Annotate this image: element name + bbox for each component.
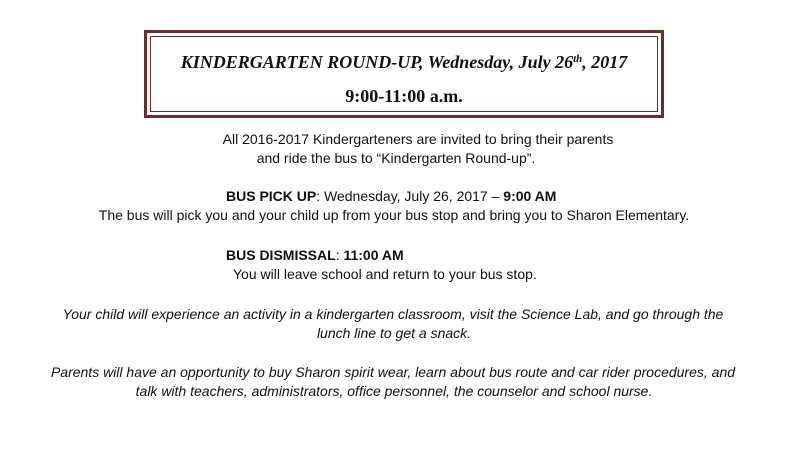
date-ordinal-suffix: th	[573, 53, 583, 65]
dismissal-separator: :	[335, 247, 344, 263]
title-box	[144, 30, 664, 118]
pickup-label: BUS PICK UP	[226, 188, 317, 204]
dismissal-description: You will leave school and return to your bus stop.	[233, 266, 537, 282]
parents-line-1: Parents will have an opportunity to buy Sharon spirit wear, learn about bus route and car rider procedures, and	[50, 364, 736, 380]
dismissal-label: BUS DISMISSAL	[226, 247, 336, 263]
event-time: 9:00-11:00 a.m.	[345, 86, 463, 106]
pickup-heading	[226, 188, 556, 204]
title-box-inner	[150, 36, 658, 112]
parents-line-2: talk with teachers, administrators, office personnel, the counselor and school nurse.	[135, 383, 653, 399]
dismissal-heading	[226, 247, 404, 263]
dismissal-time: 11:00 AM	[343, 247, 404, 263]
activity-line-1: Your child will experience an activity in a kindergarten classroom, visit the Science Lab, and go through the	[62, 306, 724, 322]
event-title-year: , 2017	[582, 52, 628, 72]
pickup-description: The bus will pick you and your child up from your bus stop and bring you to Sharon Elementary.	[98, 207, 690, 223]
activity-line-2: lunch line to get a snack.	[316, 325, 472, 341]
invite-line-2: and ride the bus to “Kindergarten Round-up”.	[256, 150, 536, 166]
pickup-time: 9:00 AM	[503, 188, 557, 204]
event-title-text: KINDERGARTEN ROUND-UP, Wednesday, July 26	[180, 52, 574, 72]
event-title	[151, 52, 657, 73]
invite-line-1: All 2016-2017 Kindergarteners are invited to bring their parents	[222, 131, 614, 147]
pickup-date: : Wednesday, July 26, 2017 –	[316, 188, 504, 204]
